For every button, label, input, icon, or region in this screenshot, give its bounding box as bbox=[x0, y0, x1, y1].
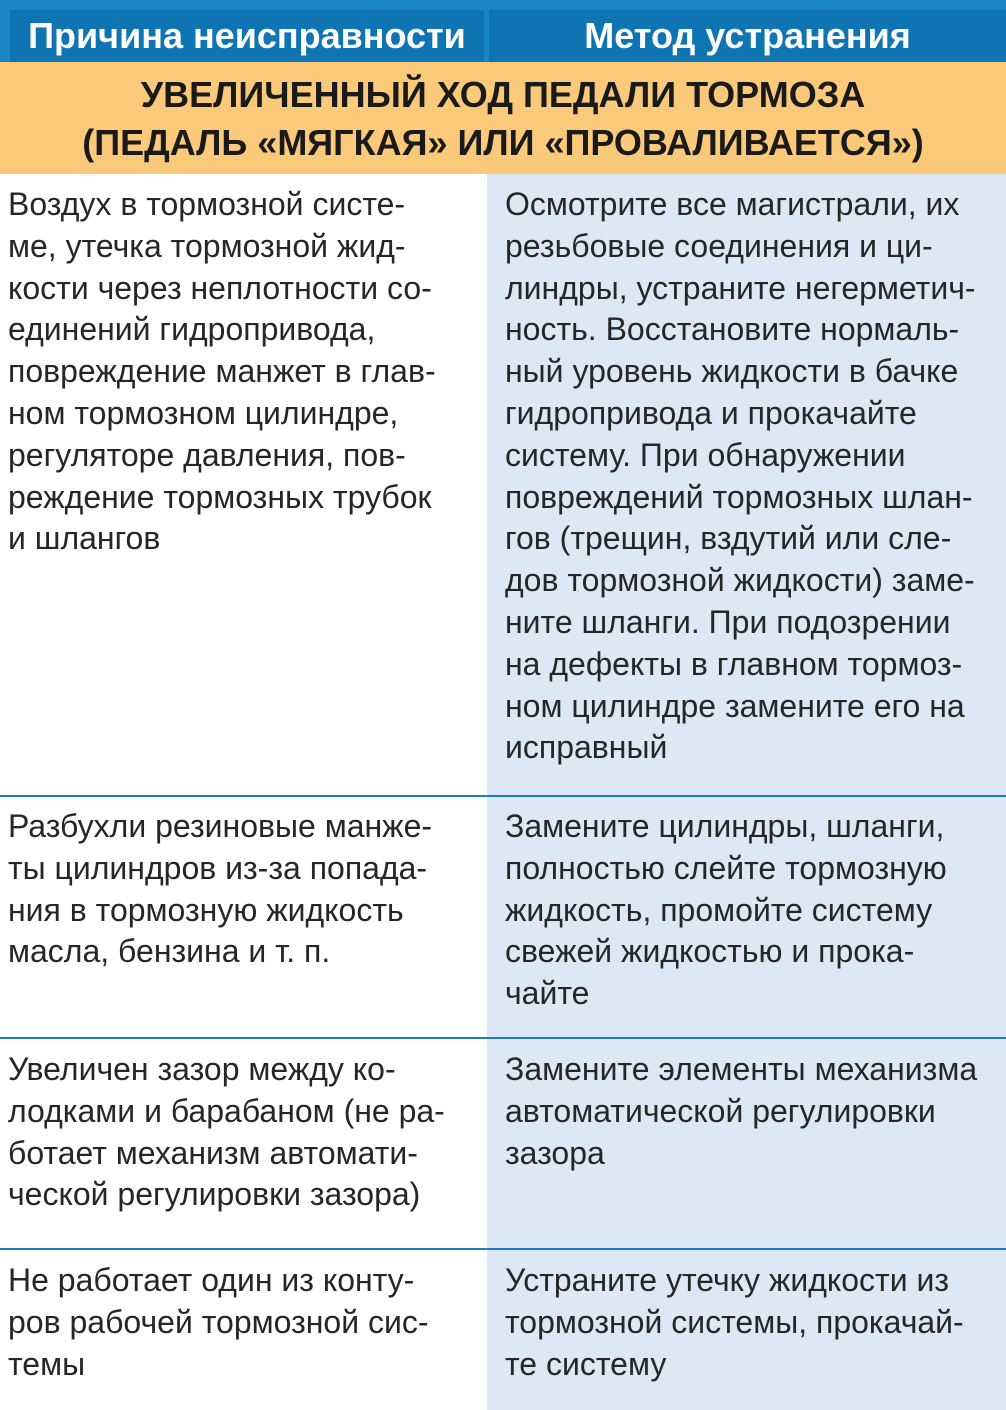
row-4-method: Устраните утечку жидкости из тормозной системы, прокачай- те систему bbox=[505, 1262, 964, 1382]
section-title-line-1: УВЕЛИЧЕННЫЙ ХОД ПЕДАЛИ ТОРМОЗА bbox=[140, 74, 866, 115]
table-header bbox=[0, 0, 1006, 62]
column-header-method: Метод устранения bbox=[489, 10, 1006, 62]
row-3-method: Замените элементы механизма автоматической регулировки зазора bbox=[505, 1051, 978, 1171]
column-header-cause: Причина неисправности bbox=[10, 10, 484, 62]
row-divider bbox=[0, 1248, 1006, 1250]
row-3-cause: Увеличен зазор между ко- лодками и барабаном (не ра- ботает механизм автомати- ческой регулировки зазора) bbox=[8, 1051, 445, 1213]
section-title-line-2: (ПЕДАЛЬ «МЯГКАЯ» ИЛИ «ПРОВАЛИВАЕТСЯ») bbox=[82, 122, 924, 163]
row-divider bbox=[0, 1037, 1006, 1039]
section-title bbox=[0, 62, 1006, 174]
row-1-method: Осмотрите все магистрали, их резьбовые соединения и ци- линдры, устраните негерметич- ность. Восстановите нормаль- ный уровень жидкости в бачке гидропривода и прокачайте систему. При обнаружении повреждений тормозных шлан- гов (трещин, вздутий или сле- дов тормозной жидкости) заме- ните шланги. При подозрении на дефекты в главном тормоз- ном цилиндре замените его на исправный bbox=[505, 186, 976, 766]
row-2-cause: Разбухли резиновые манже- ты цилиндров из-за попада- ния в тормозную жидкость масла, бензина и т. п. bbox=[8, 808, 433, 970]
row-4-cause: Не работает один из конту- ров рабочей тормозной сис- темы bbox=[8, 1262, 429, 1382]
row-1-cause: Воздух в тормозной систе- ме, утечка тормозной жид- кости через неплотности со- единений гидропривода, повреждение манжет в глав- ном тормозном цилиндре, регуляторе давления, пов- реждение тормозных трубок и шлангов bbox=[8, 186, 436, 557]
row-divider bbox=[0, 795, 1006, 797]
row-2-method: Замените цилиндры, шланги, полностью слейте тормозную жидкость, промойте систему свежей жидкостью и прока- чайте bbox=[505, 808, 947, 1012]
